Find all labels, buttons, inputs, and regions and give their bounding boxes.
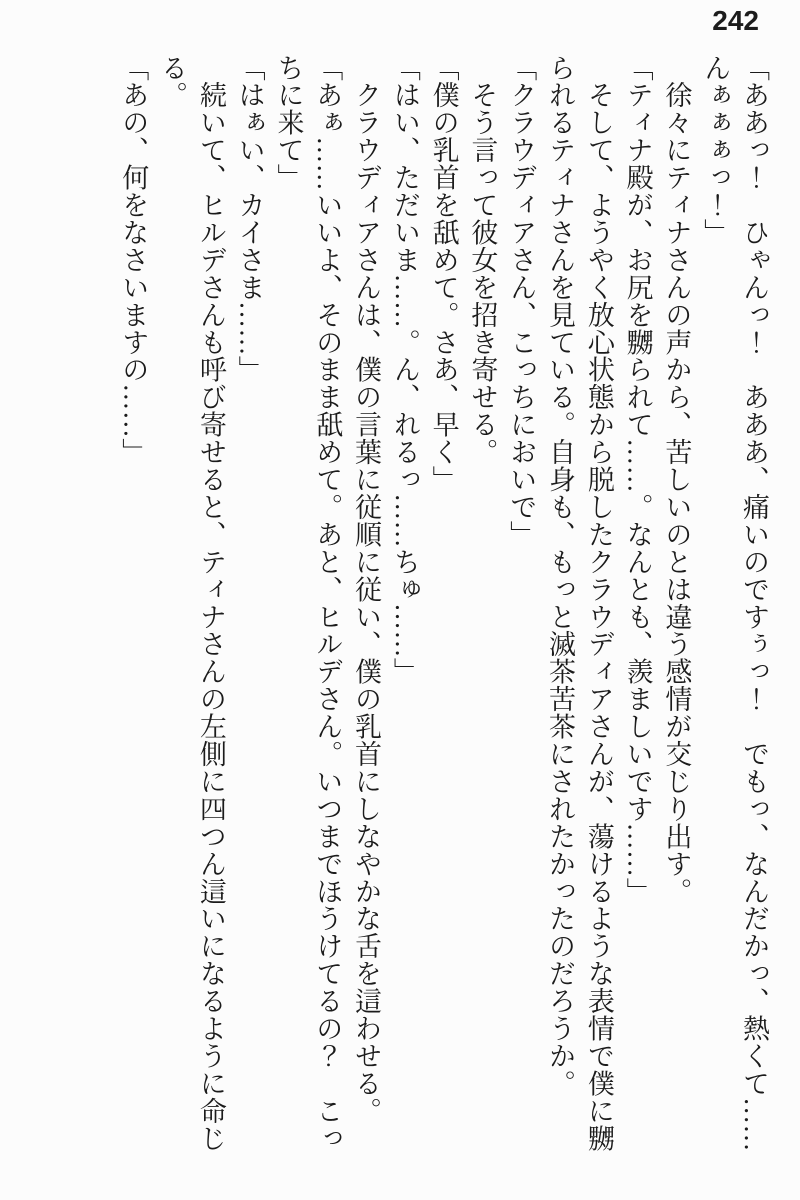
page-text-block	[113, 54, 773, 1166]
text-line: そう言って彼女を招き寄せる。	[467, 54, 498, 466]
text-line: そして、ようやく放心状態から脱したクラウディアさんが、蕩けるような表情で僕に嬲	[583, 54, 614, 1152]
text-line: 徐々にティナさんの声から、苦しいのとは違う感情が交じり出す。	[661, 54, 692, 905]
page-number: 242	[712, 5, 759, 36]
text-line: 「あぁ……いいよ、そのまま舐めて。あと、ヒルデさん。いつまでほうけてるの？ こっ	[312, 54, 343, 1152]
text-line: 「はい、ただいま……。ん、れるっ……ちゅ……」	[389, 54, 420, 686]
text-line: 「クラウディアさん、こっちにおいで」	[506, 54, 537, 549]
text-line: 「はぁい、カイさま……」	[234, 54, 265, 384]
text-line: ちに来て」	[273, 54, 304, 192]
text-line: 「あの、何をなさいますの……」	[118, 54, 149, 466]
text-line: られるティナさんを見ている。自身も、もっと滅茶苦茶にされたかったのだろうか。	[545, 54, 576, 1098]
text-line: 「ああっ！ ひゃんっ！ あああ、痛いのですぅっ！ でもっ、なんだかっ、熱くて……	[739, 54, 769, 1152]
text-line: クラウディアさんは、僕の言葉に従順に従い、僕の乳首にしなやかな舌を這わせる。	[351, 54, 382, 1125]
text-line: んぁぁぁっ！」	[700, 54, 731, 247]
text-line: 「僕の乳首を舐めて。さあ、早く」	[428, 54, 459, 494]
text-line: 続いて、ヒルデさんも呼び寄せると、ティナさんの左側に四つん這いになるように命じ	[195, 54, 226, 1152]
text-line: る。	[157, 54, 188, 109]
text-line: 「ティナ殿が、お尻を嬲られて……。なんとも、羨ましいです……」	[622, 54, 653, 905]
